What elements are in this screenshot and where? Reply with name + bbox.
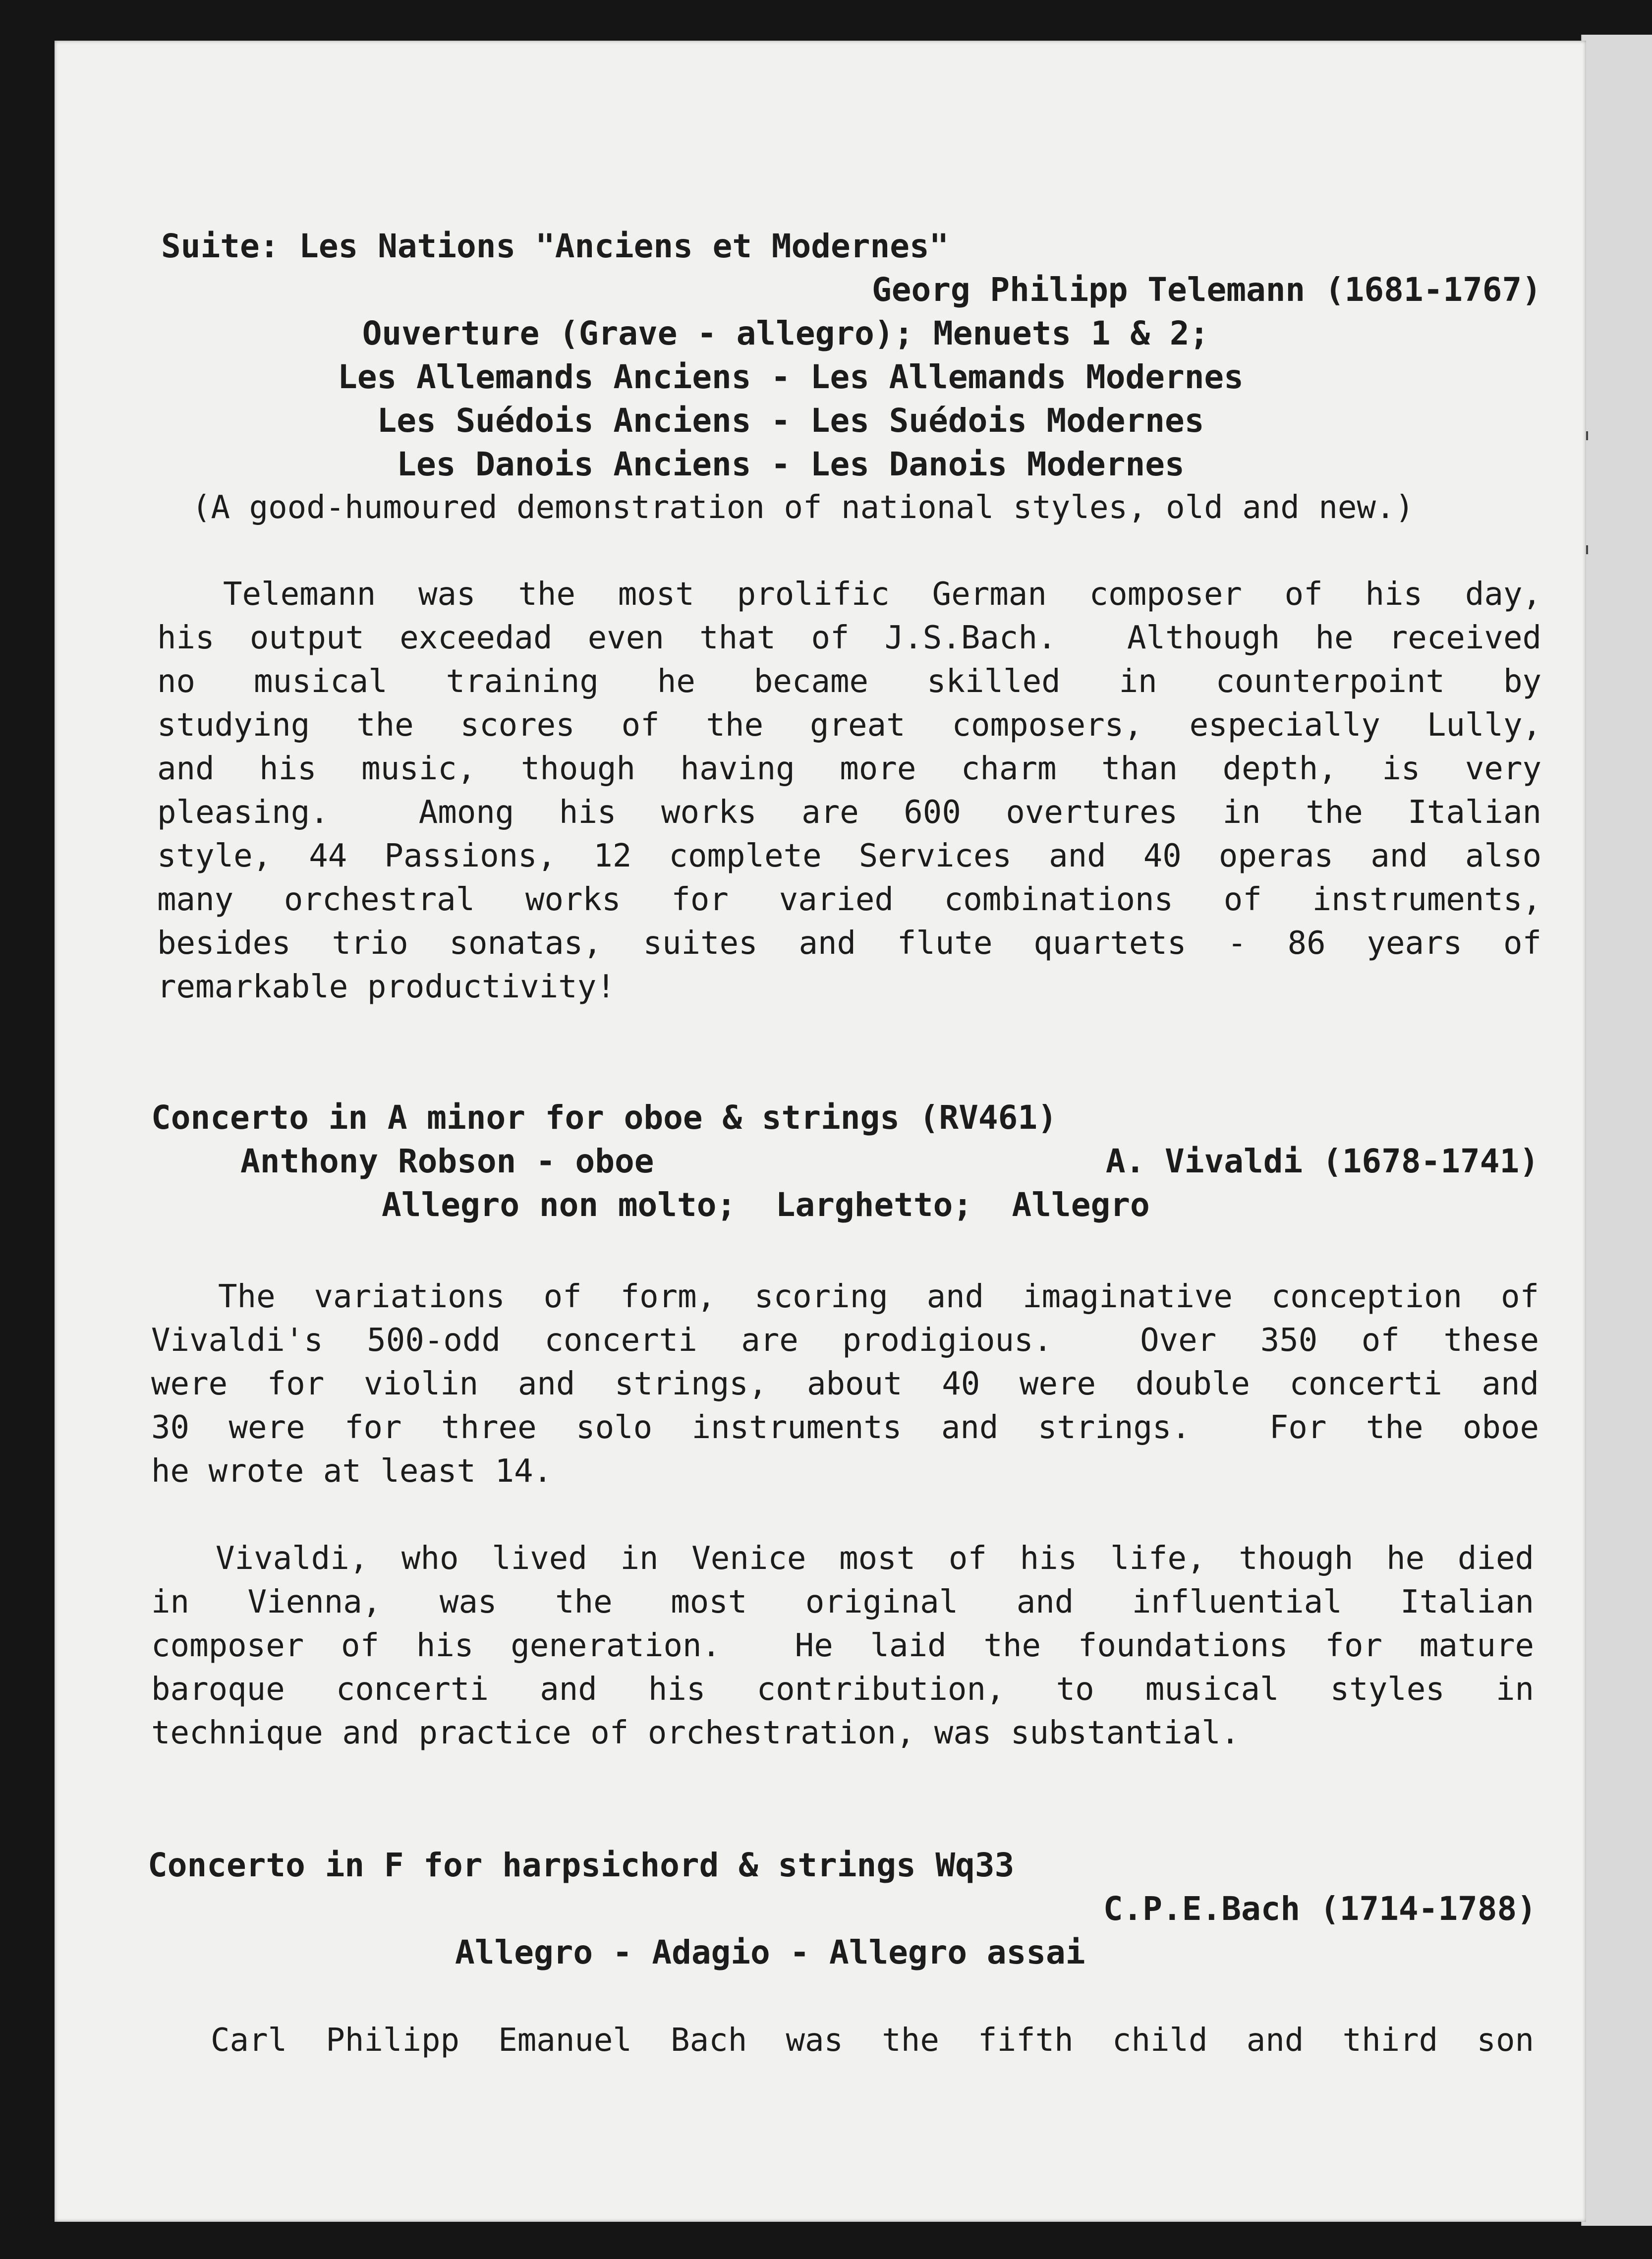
- telemann-paragraph-line: his output exceedad even that of J.S.Bach. Although he received: [157, 620, 1541, 656]
- telemann-paragraph-line: style, 44 Passions, 12 complete Services and 40 operas and also: [157, 838, 1541, 874]
- vivaldi-paragraph-1-line: were for violin and strings, about 40 were double concerti and: [151, 1366, 1539, 1402]
- vivaldi-soloist: Anthony Robson - oboe: [240, 1142, 654, 1180]
- vivaldi-movements: Allegro non molto; Larghetto; Allegro: [382, 1186, 1150, 1224]
- vivaldi-paragraph-1-line: 30 were for three solo instruments and strings. For the oboe: [151, 1409, 1539, 1446]
- program-page: [55, 41, 1586, 2222]
- telemann-paragraph-line: remarkable productivity!: [157, 969, 616, 1005]
- telemann-movements-line-1: Ouverture (Grave - allegro); Menuets 1 & 2;: [362, 314, 1209, 352]
- vivaldi-paragraph-1-line: Vivaldi's 500-odd concerti are prodigious. Over 350 of these: [151, 1322, 1539, 1359]
- next-page-edge: [1581, 35, 1652, 2226]
- telemann-title: Suite: Les Nations "Anciens et Modernes": [161, 227, 949, 265]
- cpe-bach-title: Concerto in F for harpsichord & strings Wq33: [148, 1846, 1015, 1884]
- vivaldi-paragraph-2-line: in Vienna, was the most original and influential Italian: [151, 1584, 1534, 1621]
- telemann-movements-line-4: Les Danois Anciens - Les Danois Modernes: [397, 445, 1185, 483]
- telemann-paragraph-line: pleasing. Among his works are 600 overtures in the Italian: [157, 794, 1541, 831]
- telemann-paragraph-line: no musical training he became skilled in counterpoint by: [157, 663, 1541, 700]
- vivaldi-paragraph-2-line: composer of his generation. He laid the foundations for mature: [151, 1627, 1534, 1664]
- vivaldi-paragraph-2-line: baroque concerti and his contribution, to musical styles in: [151, 1671, 1534, 1708]
- vivaldi-paragraph-2-line: technique and practice of orchestration, was substantial.: [151, 1715, 1240, 1751]
- vivaldi-title: Concerto in A minor for oboe & strings (RV461): [151, 1099, 1057, 1137]
- cpe-bach-composer: C.P.E.Bach (1714-1788): [1103, 1890, 1537, 1928]
- vivaldi-paragraph-2-line: Vivaldi, who lived in Venice most of his life, though he died: [216, 1540, 1534, 1577]
- telemann-paragraph-line: many orchestral works for varied combinations of instruments,: [157, 881, 1541, 918]
- telemann-composer: Georg Philipp Telemann (1681-1767): [871, 271, 1541, 309]
- telemann-movements-line-3: Les Suédois Anciens - Les Suédois Modernes: [377, 402, 1204, 440]
- telemann-movements-line-2: Les Allemands Anciens - Les Allemands Modernes: [338, 358, 1244, 396]
- vivaldi-paragraph-1-line: he wrote at least 14.: [151, 1453, 553, 1490]
- telemann-paragraph-line: and his music, though having more charm than depth, is very: [157, 751, 1541, 787]
- cpe-bach-movements: Allegro - Adagio - Allegro assai: [455, 1933, 1085, 1971]
- telemann-paragraph-line: besides trio sonatas, suites and flute quartets - 86 years of: [157, 925, 1541, 962]
- vivaldi-composer: A. Vivaldi (1678-1741): [1105, 1142, 1539, 1180]
- telemann-paragraph-line: Telemann was the most prolific German composer of his day,: [223, 576, 1541, 613]
- telemann-note: (A good-humoured demonstration of national styles, old and new.): [192, 489, 1414, 526]
- cpe-bach-paragraph-line: Carl Philipp Emanuel Bach was the fifth child and third son: [211, 2022, 1534, 2059]
- telemann-paragraph-line: studying the scores of the great composers, especially Lully,: [157, 707, 1541, 744]
- vivaldi-paragraph-1-line: The variations of form, scoring and imaginative conception of: [218, 1278, 1539, 1315]
